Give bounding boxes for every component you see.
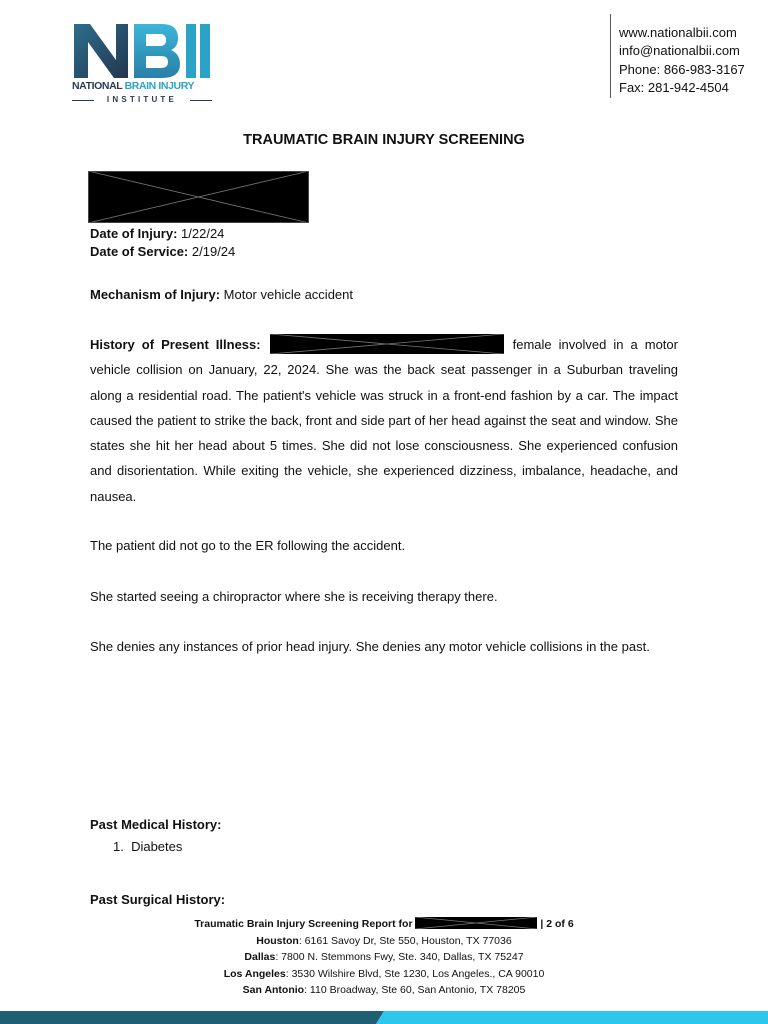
footer-los-angeles: Los Angeles: 3530 Wilshire Blvd, Ste 1230, Los Angeles., CA 90010 [223, 967, 545, 980]
header-divider [610, 14, 611, 98]
redacted-patient-description [270, 334, 504, 354]
chiropractor-paragraph: She started seeing a chiropractor where she is receiving therapy there. [90, 589, 498, 604]
dates-block [90, 225, 678, 261]
page-title: TRAUMATIC BRAIN INJURY SCREENING [243, 132, 525, 148]
date-of-service: Date of Service: 2/19/24 [90, 244, 236, 259]
footer-san-antonio: San Antonio: 110 Broadway, Ste 60, San Antonio, TX 78205 [242, 984, 526, 997]
prior-injury-paragraph: She denies any instances of prior head injury. She denies any motor vehicle collisions in the past. [90, 639, 650, 654]
redacted-footer-name [415, 917, 537, 929]
footer-houston: Houston: 6161 Savoy Dr, Ste 550, Houston, TX 77036 [256, 934, 512, 947]
date-of-injury: Date of Injury: 1/22/24 [90, 226, 225, 241]
nbii-logo [72, 16, 212, 106]
past-medical-history-heading: Past Medical History: [90, 817, 222, 832]
logo-tagline: INSTITUTE [72, 95, 212, 107]
phone-number: Phone: 866-983-3167 [619, 61, 745, 77]
fax-number: Fax: 281-942-4504 [619, 80, 729, 96]
hpi-paragraph: History of Present Illness: female involved in a motor vehicle collision on January, 22, 2024. She was the back seat passenger in a Suburban traveling along a residential road. The patient's vehicle was struck in a front-end fashion by a car. The impact caused the patient to strike the back, front and side part of her head against the seat and window. She states she hit her head about 5 times. She did not lose consciousness. She experienced confusion and disorientation. While exiting the vehicle, she experienced dizziness, imbalance, headache, and nausea. [90, 332, 678, 509]
logo-wordmark: NATIONAL BRAIN INJURY [72, 80, 195, 92]
footer-report-line: Traumatic Brain Injury Screening Report for | 2 of 6 [194, 918, 574, 930]
past-surgical-history-heading: Past Surgical History: [90, 892, 226, 907]
pmh-list-item: 1. Diabetes [113, 839, 183, 854]
redacted-name-block [88, 171, 309, 223]
footer-dallas: Dallas: 7800 N. Stemmons Fwy, Ste. 340, Dallas, TX 75247 [244, 951, 524, 964]
email-link[interactable]: info@nationalbii.com [619, 43, 740, 59]
nbii-logo-mark [72, 16, 212, 82]
er-paragraph: The patient did not go to the ER following the accident. [90, 538, 406, 553]
page-number: | 2 of 6 [540, 918, 574, 930]
page-footer [0, 916, 768, 999]
mechanism-of-injury: Mechanism of Injury: Motor vehicle accident [90, 287, 353, 302]
contact-info [619, 24, 745, 98]
footer-color-bar [0, 1011, 768, 1024]
website-link[interactable]: www.nationalbii.com [619, 25, 737, 40]
